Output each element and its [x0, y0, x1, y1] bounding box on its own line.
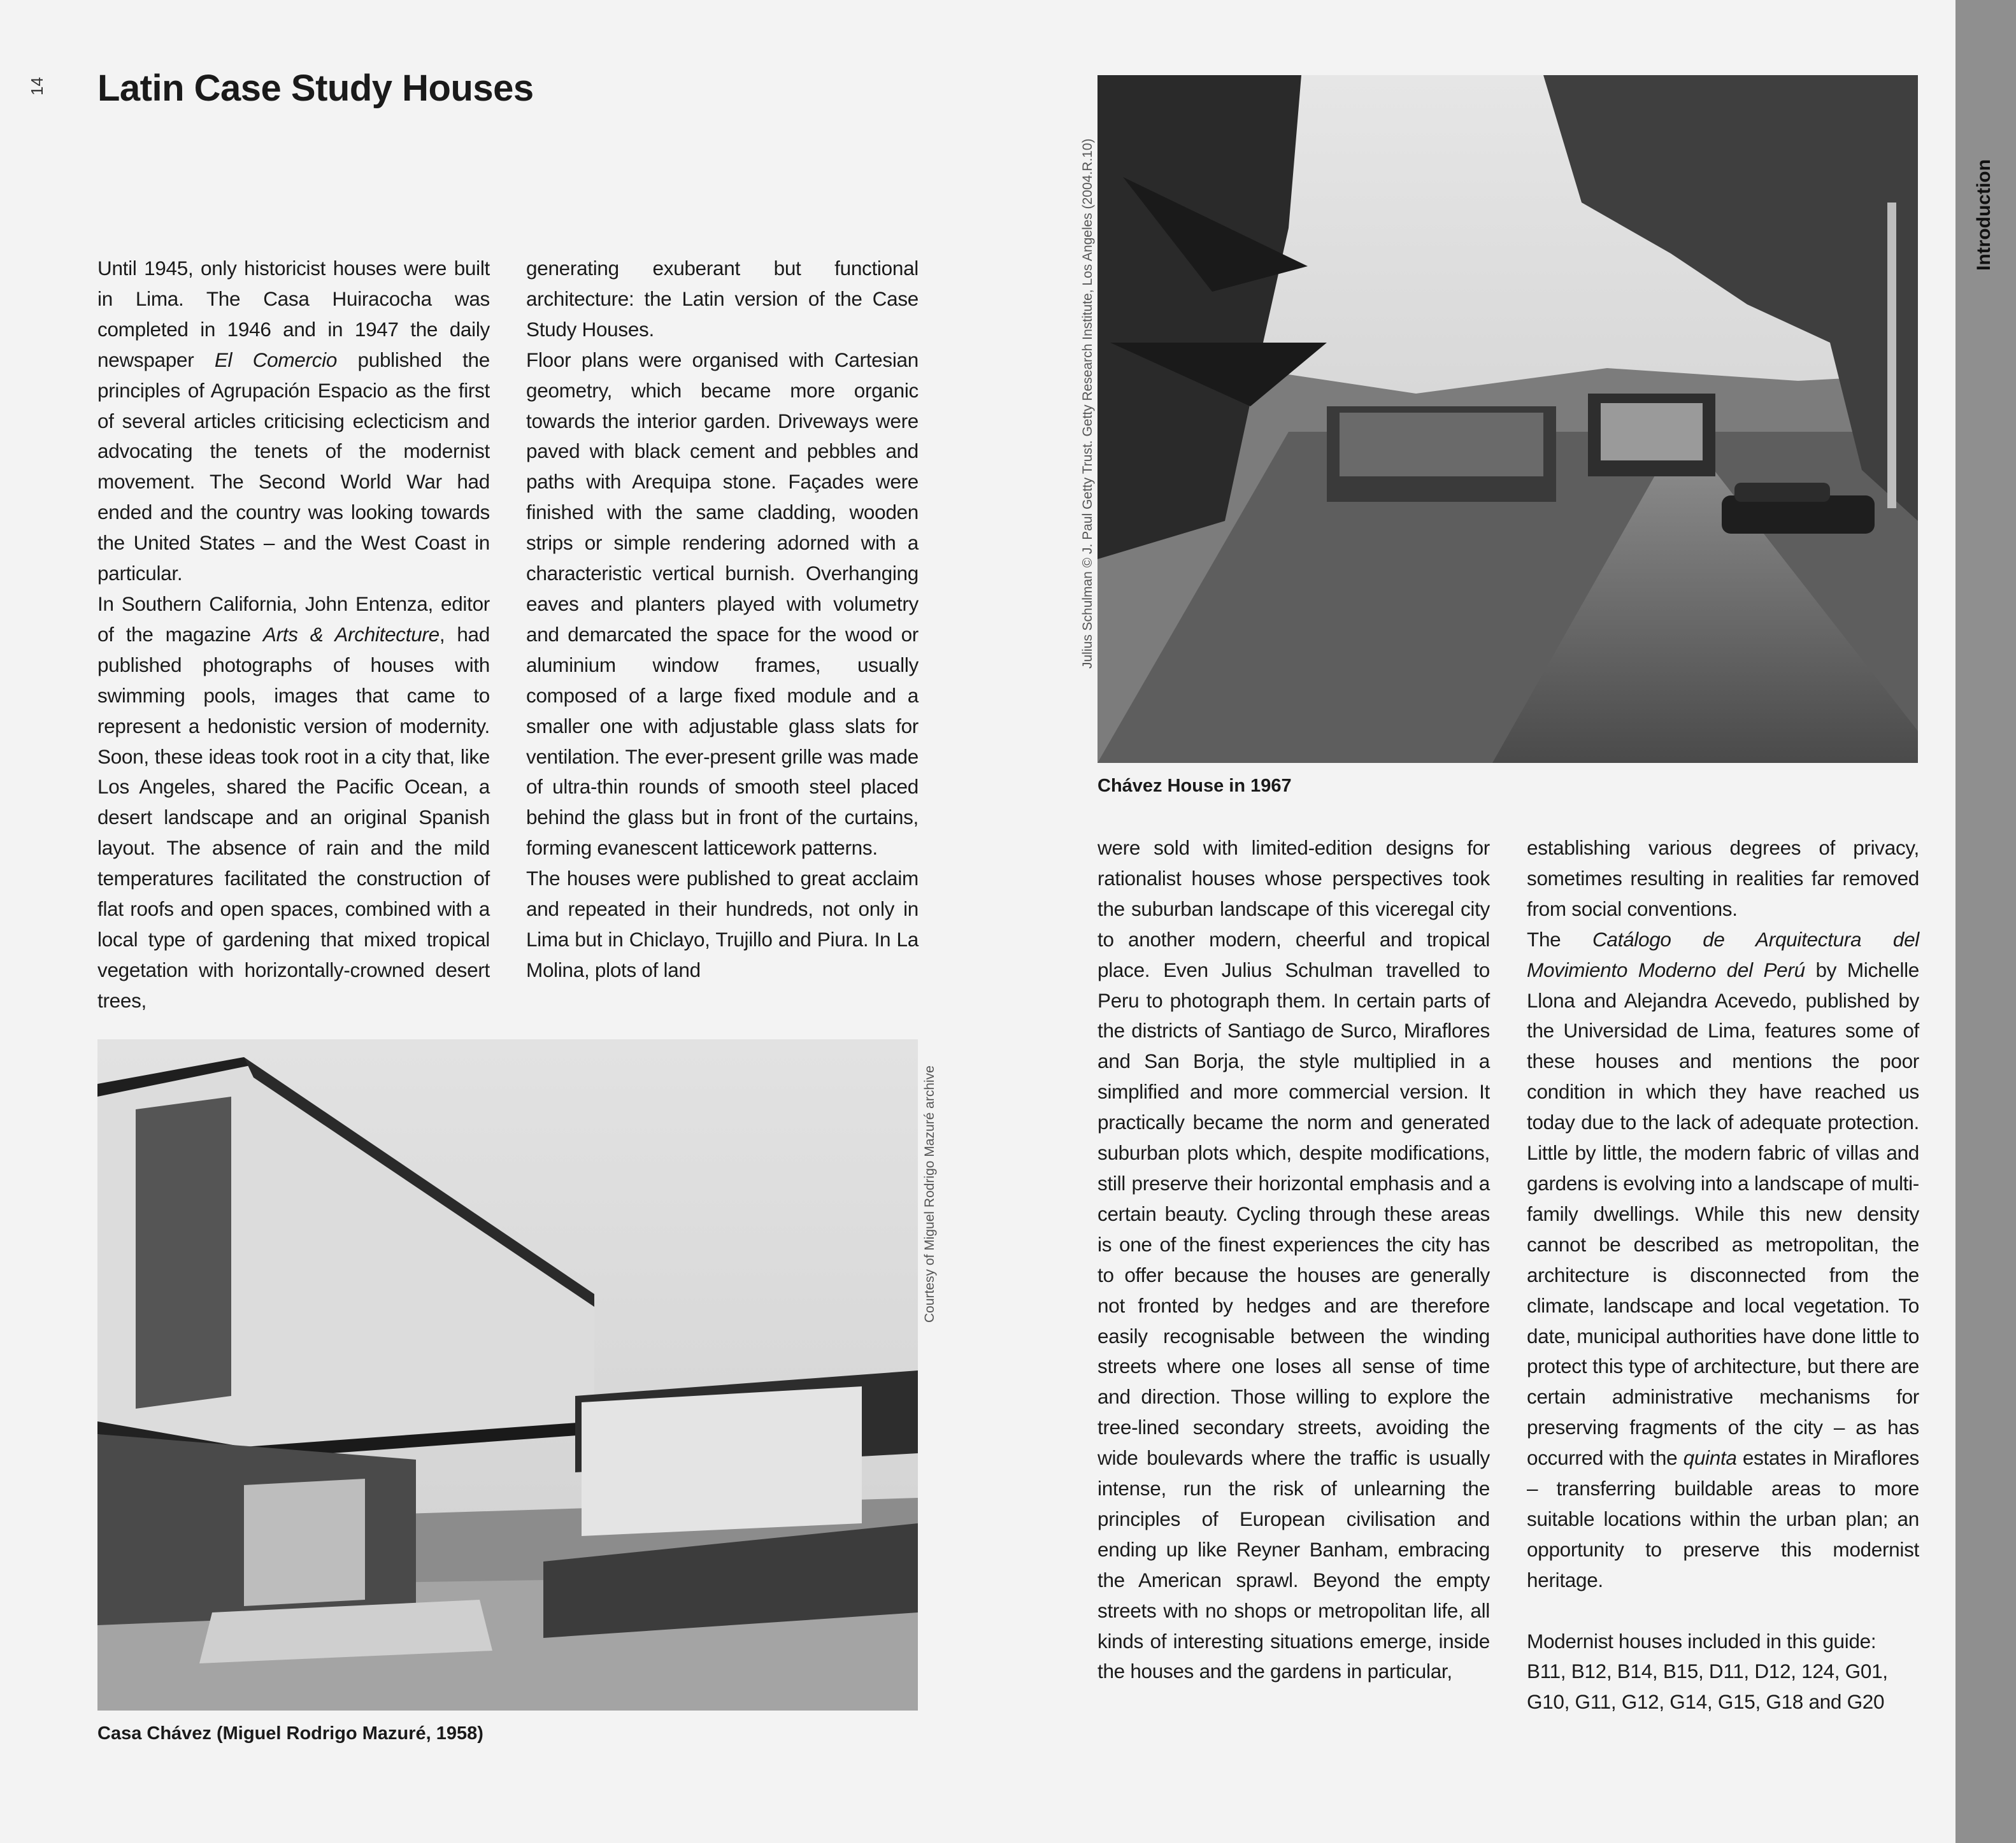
page-title: Latin Case Study Houses: [97, 68, 534, 109]
section-label: Introduction: [1973, 159, 1994, 271]
paragraph: establishing various degrees of privacy, sometimes resulting in realities far removed from social conventions.: [1527, 836, 1919, 920]
photo-credit-top: Julius Schulman © J. Paul Getty Trust. Getty Research Institute, Los Angeles (2004.R.10): [1080, 138, 1095, 669]
text-column-3: [1097, 833, 1490, 1687]
house-list-line: B11, B12, B14, B15, D11, D12, 124, G01,: [1527, 1660, 1888, 1683]
paragraph: Until 1945, only historicist houses were built in Lima. The Casa Huiracocha was completed in 1946 and in 1947 the daily newspaper El Comercio published the principles of Agrupación Espacio as the first of several articles criticising eclecticism and advocating the tenets of the modernist movement. The Second World War had ended and the country was looking towards the United States – and the West Coast in particular.: [97, 257, 490, 585]
house-list-line: G10, G11, G12, G14, G15, G18 and G20: [1527, 1690, 1885, 1714]
text-column-1: [97, 253, 490, 1016]
paragraph: generating exuberant but functional architecture: the Latin version of the Case Study Houses.: [526, 257, 919, 341]
paragraph: Floor plans were organised with Cartesian geometry, which became more organic towards the interior garden. Driveways were paved with black cement and pebbles and paths with Arequipa stone. Façades were finished with the same cladding, wooden strips or simple rendering adorned with a characteristic vertical burnish. Overhanging eaves and planters played with volumetry and demarcated the space for the wood or aluminium window frames, usually composed of a large fixed module and a smaller one with adjustable glass slats for ventilation. The ever-present grille was made of ultra-thin rounds of smooth steel placed behind the glass but in front of the curtains, forming evanescent latticework patterns.: [526, 348, 919, 860]
casa-chavez-image: [97, 1039, 918, 1711]
paragraph: The houses were published to great acclaim and repeated in their hundreds, not only in Lima but in Chiclayo, Trujillo and Piura. In La Molina, plots of land: [526, 867, 919, 981]
paragraph-spacer: [1527, 1596, 1919, 1626]
paragraph: were sold with limited-edition designs for rationalist houses whose perspectives took the suburban landscape of this viceregal city to another modern, cheerful and tropical place. Even Julius Schulman travelled to Peru to photograph them. In certain parts of the districts of Santiago de Surco, Miraflores and San Borja, the style multiplied in a simplified and more commercial version. It practically became the norm and generated suburban plots which, despite modifications, still preserve their horizontal emphasis and a certain beauty. Cycling through these areas is one of the finest experiences the city has to offer because the houses are generally not fronted by hedges and are therefore easily recognisable between the winding streets where one loses all sense of time and direction. Those willing to explore the tree-lined secondary streets, avoiding the wide boulevards where the traffic is usually intense, run the risk of unlearning the principles of European civilisation and ending up like Reyner Banham, embracing the American sprawl. Beyond the empty streets with no shops or metropolitan life, all kinds of interesting situations emerge, inside the houses and the gardens in particular,: [1097, 836, 1490, 1683]
photo-caption-bottom: Casa Chávez (Miguel Rodrigo Mazuré, 1958): [97, 1723, 483, 1744]
text-column-2: [526, 253, 919, 986]
photo-caption-top: Chávez House in 1967: [1097, 776, 1292, 796]
house-list-intro: Modernist houses included in this guide:: [1527, 1629, 1877, 1653]
left-page-number: 14: [27, 77, 46, 96]
paragraph: The Catálogo de Arquitectura del Movimiento Moderno del Perú by Michelle Llona and Alejandra Acevedo, published by the Universidad de Lima, features some of these houses and mentions the poor condition in which they have reached us today due to the lack of adequate protection. Little by little, the modern fabric of villas and gardens is evolving into a landscape of multi-family dwellings. While this new density cannot be described as metropolitan, the architecture is disconnected from the climate, landscape and local vegetation. To date, municipal authorities have done little to protect this type of architecture, but there are certain administrative mechanisms for preserving fragments of the city – as has occurred with the quinta estates in Miraflores – transferring buildable areas to more suitable locations within the urban plan; an opportunity to preserve this modernist heritage.: [1527, 927, 1919, 1591]
paragraph: In Southern California, John Entenza, editor of the magazine Arts & Architecture, had published photographs of houses with swimming pools, images that came to represent a hedonistic version of modernity. Soon, these ideas took root in a city that, like Los Angeles, shared the Pacific Ocean, a desert landscape and an original Spanish layout. The absence of rain and the mild temperatures facilitated the construction of flat roofs and open spaces, combined with a local type of gardening that mixed tropical vegetation with horizontally-crowned desert trees,: [97, 592, 490, 1012]
section-sidebar: [1955, 0, 2016, 1843]
photo-credit-bottom: Courtesy of Miguel Rodrigo Mazuré archive: [922, 1065, 937, 1323]
photo-chavez-house-1967: [1097, 75, 1918, 763]
text-column-4: [1527, 833, 1919, 1718]
house-driveway-image: [1097, 75, 1918, 763]
photo-casa-chavez-1958: [97, 1039, 918, 1711]
